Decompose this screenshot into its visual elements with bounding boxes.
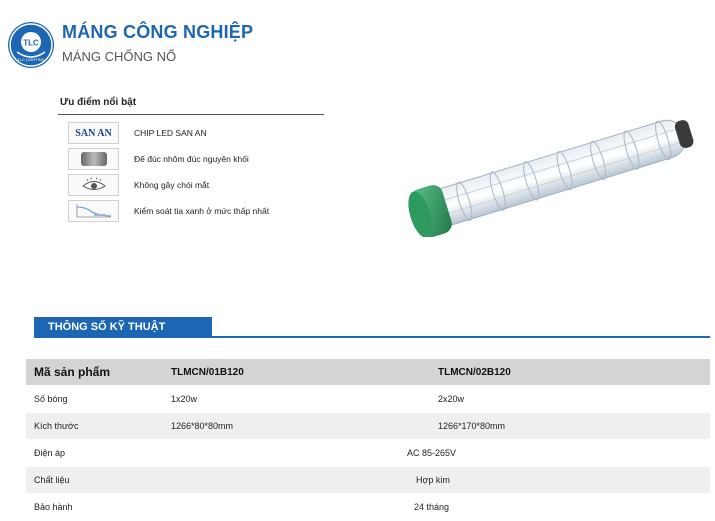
- table-row: [26, 494, 710, 521]
- advantage-item: [68, 174, 210, 196]
- spec-row-label: Bảo hành: [34, 502, 73, 512]
- tlc-logo: [8, 22, 54, 68]
- spec-row-label: Điện áp: [34, 448, 66, 458]
- spec-row-merged: AC 85-265V: [407, 448, 457, 458]
- advantage-item: [68, 122, 207, 144]
- spec-row-label: Kích thước: [34, 421, 79, 431]
- aluminum-housing-icon: [68, 148, 119, 170]
- advantages-heading: Ưu điểm nổi bật: [60, 97, 137, 108]
- table-row: [26, 386, 710, 413]
- spec-header-col2: TLMCN/02B120: [438, 366, 511, 378]
- san-an-logo-text: SAN AN: [75, 127, 112, 139]
- spec-row-col2: 1266*170*80mm: [438, 421, 506, 431]
- spec-header-col1: TLMCN/01B120: [171, 366, 244, 378]
- san-an-logo: [68, 122, 119, 144]
- spec-row-col2: 2x20w: [438, 394, 465, 404]
- page-subtitle: MÁNG CHỐNG NỔ: [62, 49, 177, 64]
- advantage-label: Không gây chói mắt: [134, 180, 210, 190]
- logo-text: TLC: [23, 38, 39, 48]
- advantages-divider: [58, 114, 324, 115]
- advantage-label: Đế đúc nhôm đúc nguyên khối: [134, 154, 249, 164]
- advantage-label: CHIP LED SAN AN: [134, 128, 207, 138]
- spec-row-col1: 1266*80*80mm: [171, 421, 234, 431]
- spec-table: [26, 359, 710, 521]
- product-image: [400, 112, 700, 237]
- page-title: MÁNG CÔNG NGHIỆP: [62, 22, 254, 42]
- table-row: [26, 467, 710, 494]
- spec-row-col1: 1x20w: [171, 394, 198, 404]
- eye-icon: [68, 174, 119, 196]
- spec-row-label: Chất liệu: [34, 475, 70, 485]
- advantage-item: [68, 200, 270, 222]
- blue-light-chart-icon: [68, 200, 119, 222]
- spec-row-merged: 24 tháng: [414, 502, 450, 512]
- explosion-proof-lamp-image: [400, 112, 700, 237]
- table-row: [26, 413, 710, 440]
- advantage-item: [68, 148, 249, 170]
- advantage-label: Kiểm soát tia xanh ở mức thấp nhất: [134, 206, 270, 216]
- spec-row-label: Số bóng: [34, 394, 68, 404]
- spec-table-header-row: [26, 359, 710, 386]
- tlc-logo-icon: [8, 22, 54, 68]
- table-row: [26, 440, 710, 467]
- spec-section-title: THÔNG SỐ KỸ THUẬT: [34, 317, 212, 337]
- logo-subtext: TLC LIGHTING: [17, 57, 45, 62]
- spec-header-label: Mã sản phẩm: [34, 365, 111, 379]
- spec-section-underline: [34, 336, 710, 338]
- spec-row-merged: Hợp kim: [416, 475, 450, 485]
